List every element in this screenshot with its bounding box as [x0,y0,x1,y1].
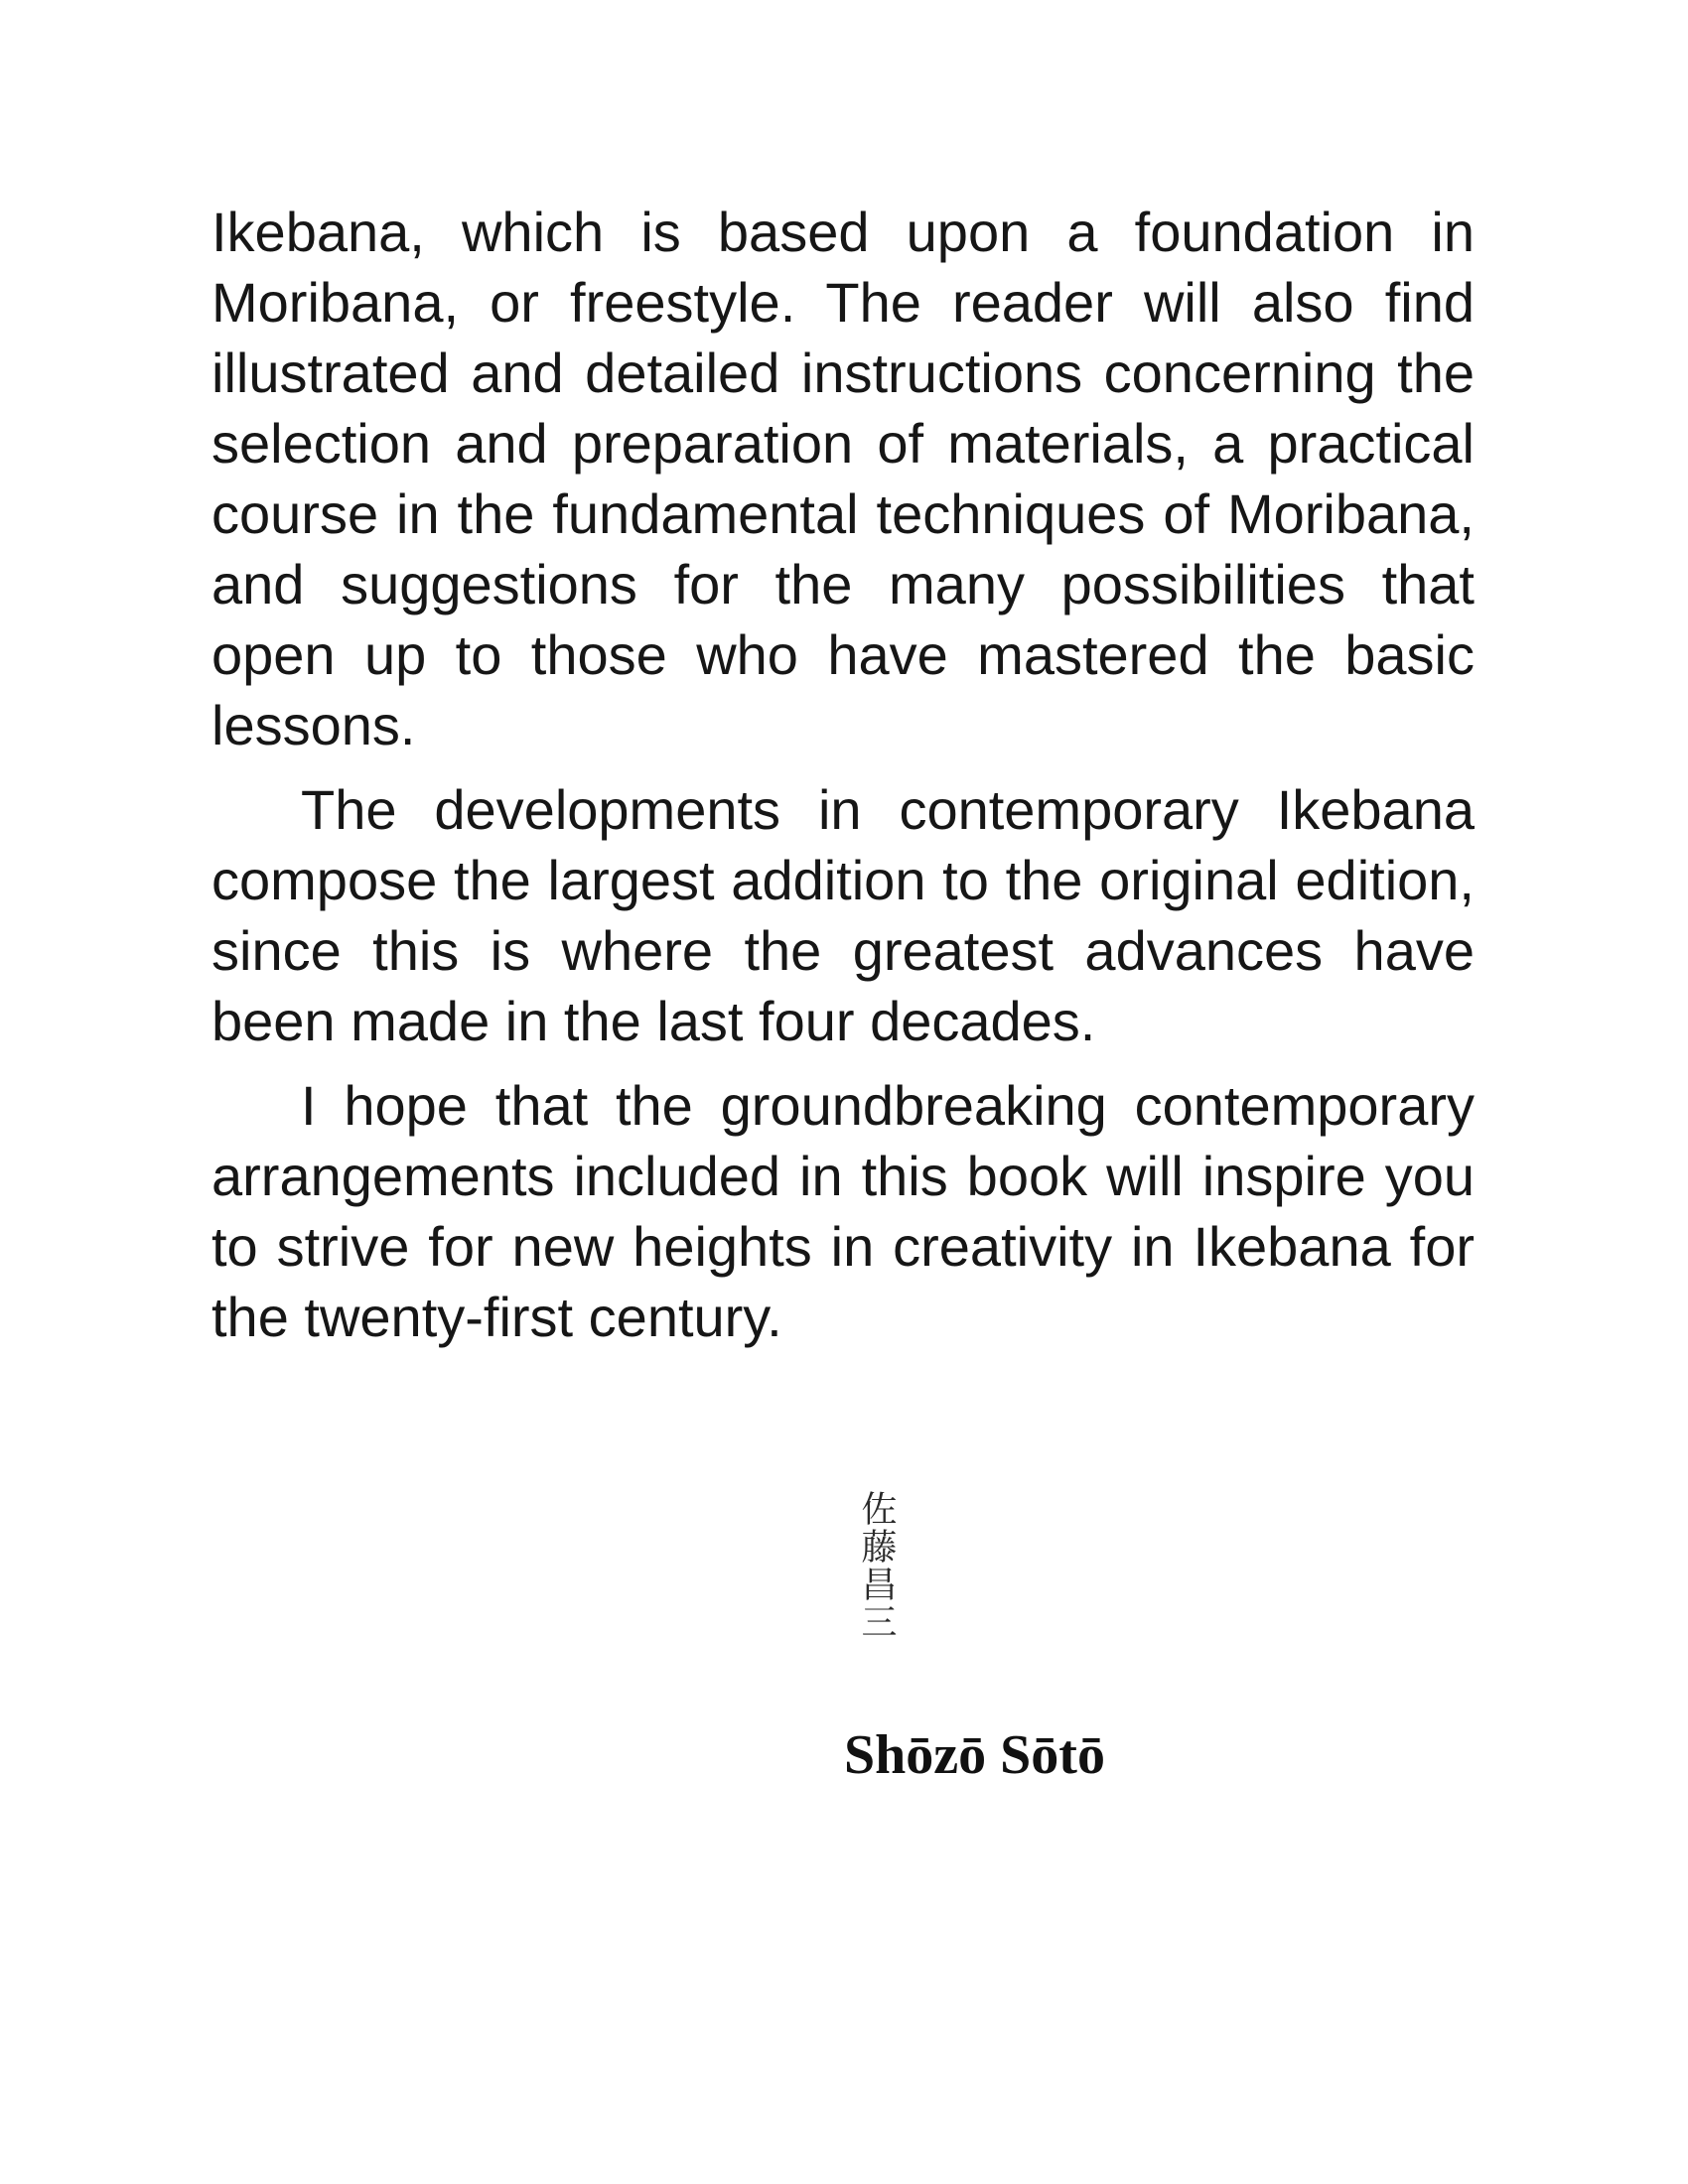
paragraph-1: Ikebana, which is based upon a foundation in Moribana, or freestyle. The reader will also find illustrated and detailed instructions concerning the selection and preparation of materials, a practical course in the fundamental techniques of Moribana, and suggestions for the many possibilities that open up to those who have mastered the basic lessons. [211,201,1475,756]
paragraph-3: I hope that the groundbreaking contemporary arrangements included in this book will inspire you to strive for new heights in creativity in Ikebana for the twenty-first century. [211,1074,1475,1348]
author-name: Shōzō Sōtō [844,1724,1105,1786]
paragraph-2: The developments in contemporary Ikebana compose the largest addition to the original edition, since this is where the greatest advances have been made in the last four decades. [211,778,1475,1052]
handwritten-signature: 佐藤昌三 [856,1490,897,1641]
body-text [211,197,1475,1366]
